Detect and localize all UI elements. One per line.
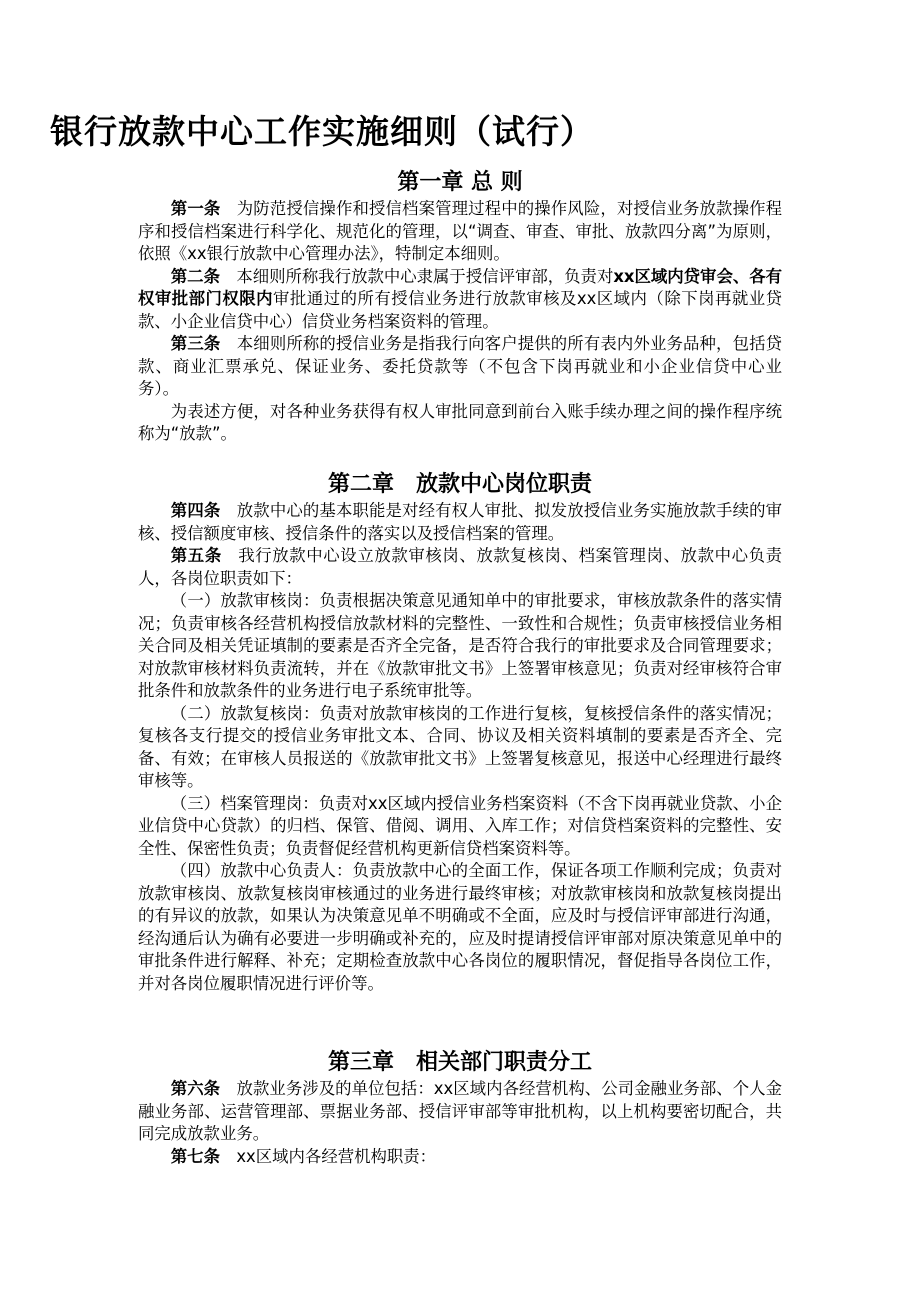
article-2-text-2: 审批通过的所有授信业务进行放款审核及xx区域内（除下岗再就业贷款、小企业信贷中心）信贷业务档案资料的管理。 xyxy=(138,289,782,331)
article-1-text: 为防范授信操作和授信档案管理过程中的操作风险，对授信业务放款操作程序和授信档案进行科学化、规范化的管理，以“调查、审查、审批、放款四分离”为原则，依照《xx银行放款中心管理办法》，特制定本细则。 xyxy=(138,199,783,263)
duty-item-1: （一）放款审核岗：负责根据决策意见通知单中的审批要求，审核放款条件的落实情况；负责审核各经营机构授信放款材料的完整性、一致性和合规性；负责审核授信业务相关合同及相关凭证填制的要素是否齐全完备，是否符合我行的审批要求及合同管理要求；对放款审核材料负责流转，并在《放款审批文书》上签署审核意见；负责对经审核符合审批条件和放款条件的业务进行电子系统审批等。 xyxy=(138,591,782,700)
article-2-bold-text: xx区域内贷审会、各有权审批部门权限内 xyxy=(138,266,783,308)
article-5 xyxy=(138,545,782,590)
duty-item-4: （四）放款中心负责人：负责放款中心的全面工作，保证各项工作顺利完成；负责对放款审核岗、放款复核岗审核通过的业务进行最终审核；对放款审核岗和放款复核岗提出的有异议的放款，如果认为决策意见单不明确或不全面，应及时与授信评审部进行沟通，经沟通后认为确有必要进一步明确或补充的，应及时提请授信评审部对原决策意见单中的审批条件进行解释、补充；定期检查放款中心各岗位的履职情况，督促指导各岗位工作，并对各岗位履职情况进行评价等。 xyxy=(138,861,782,993)
article-3 xyxy=(138,333,782,401)
article-2-text-1: 本细则所称我行放款中心隶属于授信评审部，负责对 xyxy=(236,266,614,286)
article-5-text: 我行放款中心设立放款审核岗、放款复核岗、档案管理岗、放款中心负责人，各岗位职责如下： xyxy=(138,546,783,588)
chapter-1 xyxy=(138,168,782,446)
duty-item-3: （三）档案管理岗：负责对xx区域内授信业务档案资料（不含下岗再就业贷款、小企业信贷中心贷款）的归档、保管、借阅、调用、入库工作；对信贷档案资料的完整性、安全性、保密性负责；负责督促经营机构更新信贷档案资料等。 xyxy=(138,793,782,858)
chapter-3 xyxy=(138,1048,782,1168)
article-3-text: 本细则所称的授信业务是指我行向客户提供的所有表内外业务品种，包括贷款、商业汇票承兑、保证业务、委托贷款等（不包含下岗再就业和小企业信贷中心业务）。 xyxy=(138,334,783,398)
article-2 xyxy=(138,266,782,334)
article-4-text: 放款中心的基本职能是对经有权人审批、拟发放授信业务实施放款手续的审核、授信额度审核、授信条件的落实以及授信档案的管理。 xyxy=(138,501,783,543)
article-6-text: 放款业务涉及的单位包括：xx区域内各经营机构、公司金融业务部、个人金融业务部、运营管理部、票据业务部、授信评审部等审批机构，以上机构要密切配合，共同完成放款业务。 xyxy=(138,1079,782,1143)
article-6 xyxy=(138,1078,782,1146)
note-paragraph: 为表述方便，对各种业务获得有权人审批同意到前台入账手续办理之间的操作程序统称为“放款”。 xyxy=(138,401,782,443)
article-4 xyxy=(138,500,782,545)
article-1 xyxy=(138,198,782,266)
chapter-3-heading: 第三章 相关部门职责分工 xyxy=(327,1050,592,1075)
duty-item-2: （二）放款复核岗：负责对放款审核岗的工作进行复核，复核授信条件的落实情况；复核各支行提交的授信业务审批文本、合同、协议及相关资料填制的要素是否齐全、完备、有效；在审核人员报送的《放款审批文书》上签署复核意见，报送中心经理进行最终审核等。 xyxy=(138,703,782,790)
article-7-label: 第七条 xyxy=(170,1146,220,1166)
article-6-label: 第六条 xyxy=(170,1079,221,1098)
article-7 xyxy=(138,1146,782,1169)
article-2-label: 第二条 xyxy=(170,266,220,286)
chapter-1-heading: 第一章 总 则 xyxy=(397,170,523,195)
article-1-label: 第一条 xyxy=(170,199,221,218)
chapter-2 xyxy=(138,470,782,995)
article-7-text: xx区域内各经营机构职责： xyxy=(236,1146,437,1166)
chapter-2-heading: 第二章 放款中心岗位职责 xyxy=(327,472,592,497)
article-3-label: 第三条 xyxy=(170,334,221,353)
article-5-label: 第五条 xyxy=(170,546,222,565)
article-4-label: 第四条 xyxy=(170,501,221,520)
document-title: 银行放款中心工作实施细则（试行） xyxy=(50,112,594,151)
